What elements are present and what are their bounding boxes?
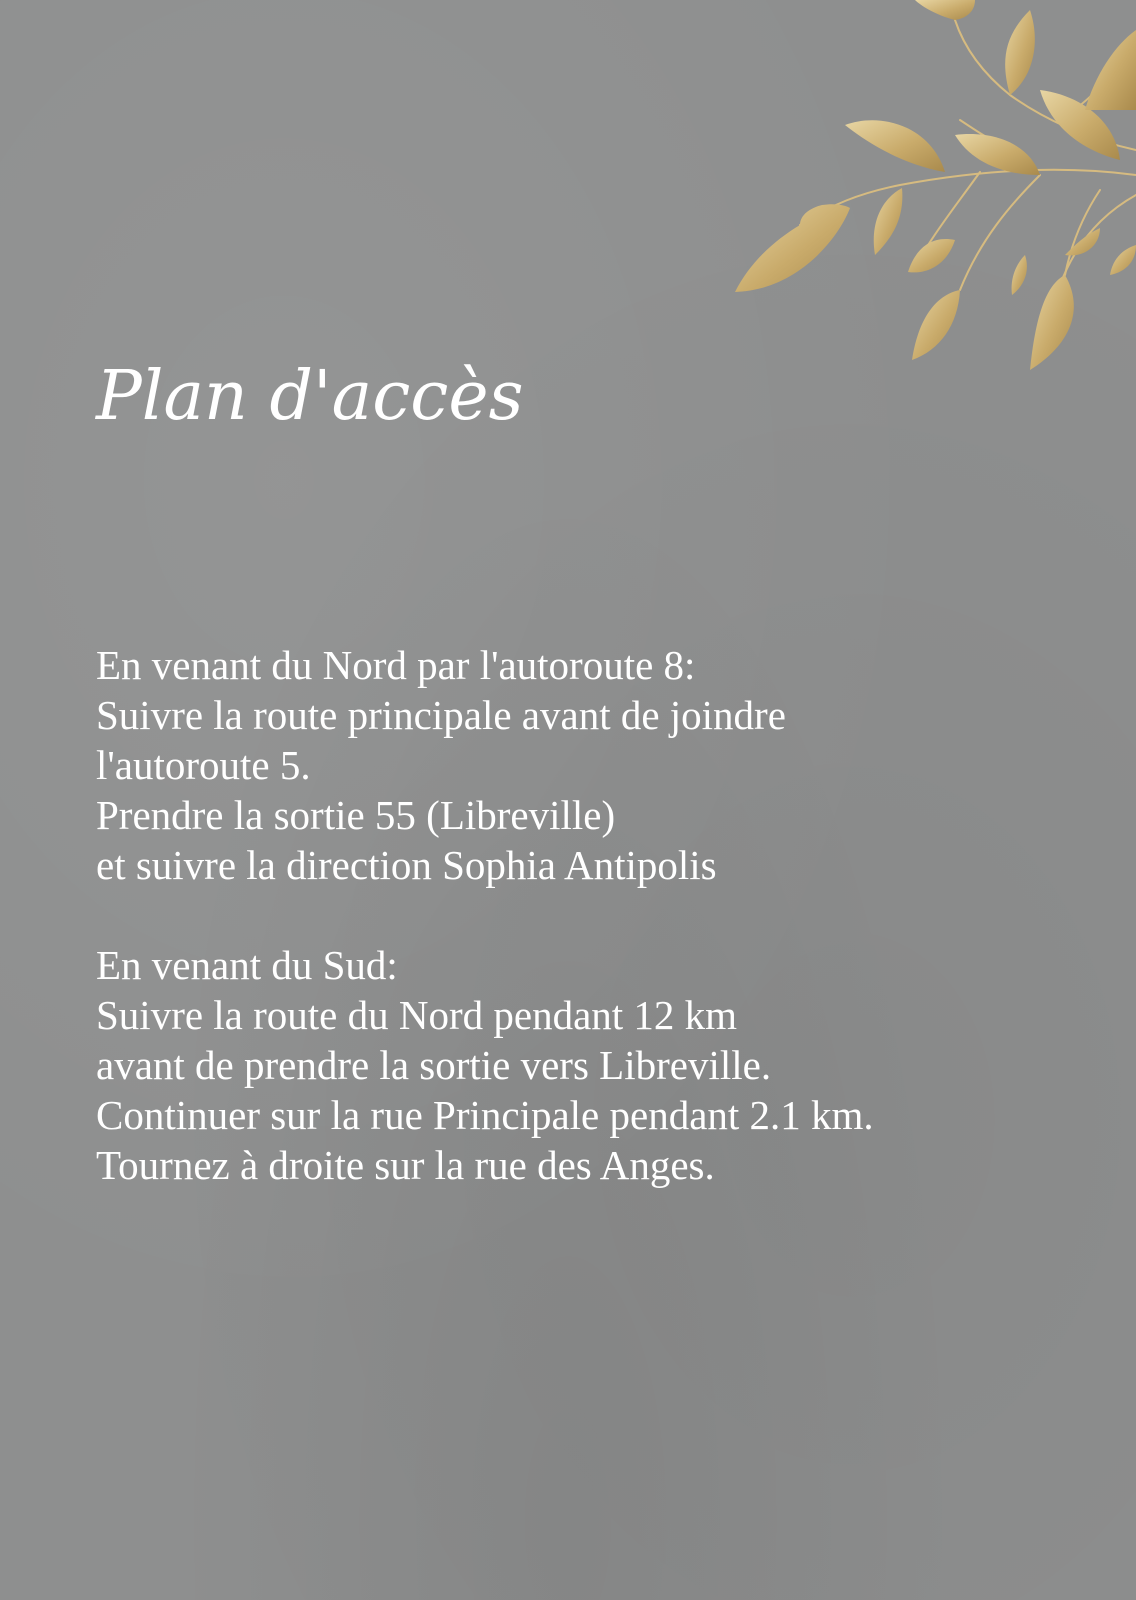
directions-line: Continuer sur la rue Principale pendant 2.1 km.: [96, 1092, 874, 1138]
directions-line: l'autoroute 5.: [96, 742, 311, 788]
directions-line: En venant du Sud:: [96, 942, 398, 988]
directions-line: Tournez à droite sur la rue des Anges.: [96, 1142, 715, 1188]
directions-line: Suivre la route principale avant de joindre: [96, 692, 786, 738]
directions-from-south: [96, 940, 1056, 1190]
directions-from-north: [96, 640, 1056, 890]
directions-line: Prendre la sortie 55 (Libreville): [96, 792, 616, 838]
directions-line: et suivre la direction Sophia Antipolis: [96, 842, 717, 888]
directions-text: [96, 640, 1056, 1240]
gold-leaves-icon: [730, 0, 1136, 380]
page-title: Plan d'accès: [96, 357, 524, 436]
directions-line: Suivre la route du Nord pendant 12 km: [96, 992, 738, 1038]
directions-line: En venant du Nord par l'autoroute 8:: [96, 642, 696, 688]
directions-line: avant de prendre la sortie vers Libreville.: [96, 1042, 772, 1088]
